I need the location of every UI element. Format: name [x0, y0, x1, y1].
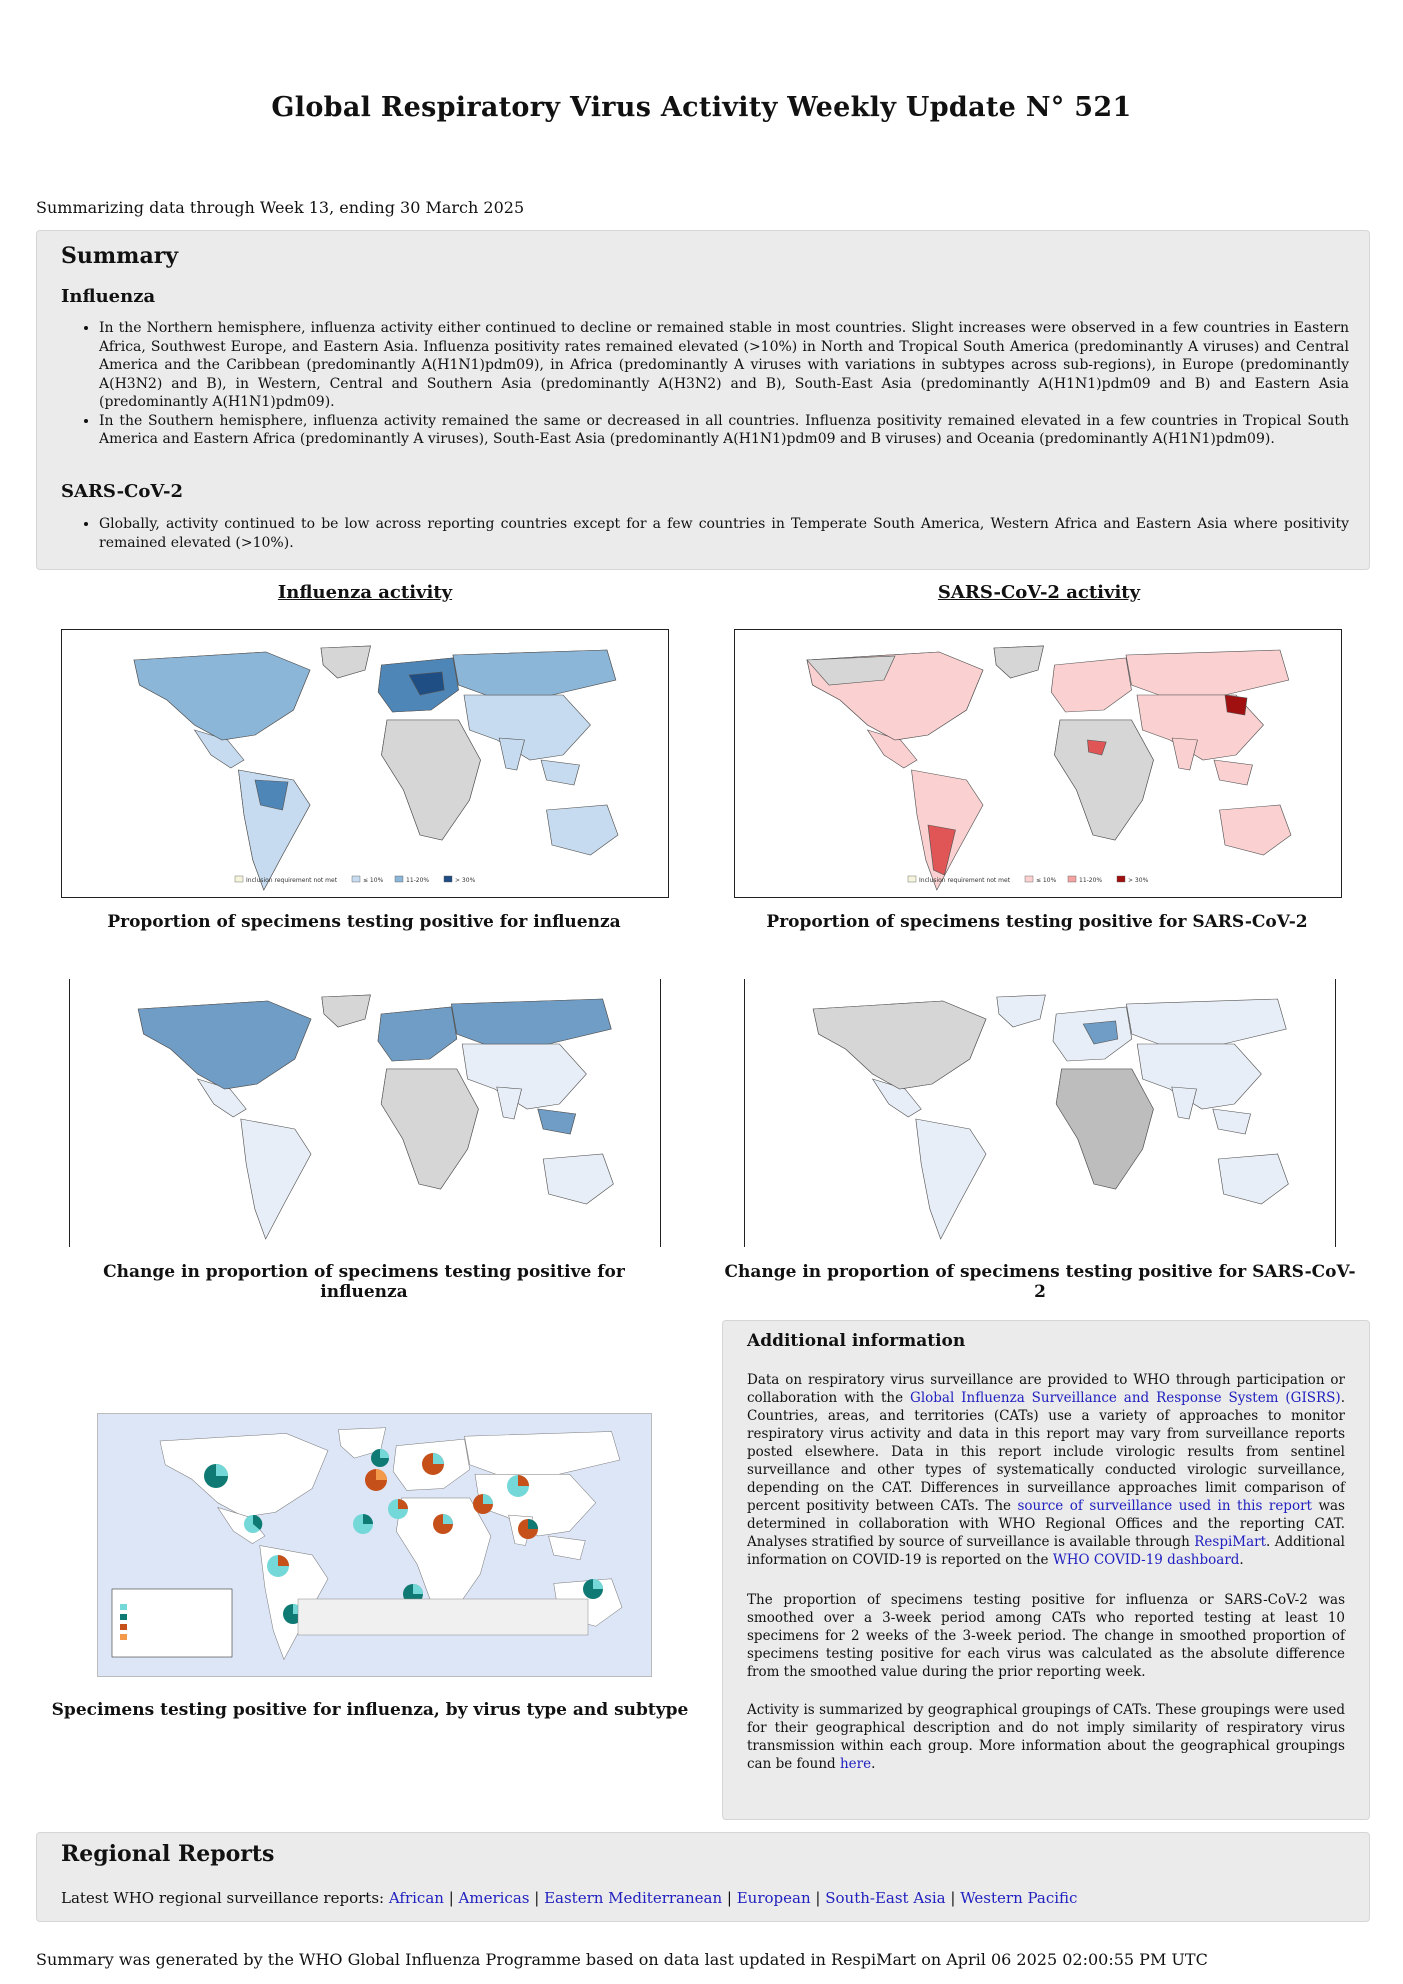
svg-text:11-20%: 11-20%: [406, 877, 430, 884]
subtype-table: [298, 1599, 588, 1635]
sars-change-caption: Change in proportion of specimens testing positive for SARS-CoV-2: [724, 1262, 1356, 1302]
regional-reports-heading: Regional Reports: [61, 1841, 275, 1867]
text: . Countries, areas, and territories (CATs) use a variety of approaches to monitor respiratory virus activity and data in this report may vary from surveillance reports posted elsewhere. Data in this report include virologic results from sentinel surveillance and other types of systematically conducted virologic surveillance, depending on the CAT. Differences in surveillance approaches limit comparison of percent positivity between CATs. The: [747, 1390, 1345, 1514]
regional-reports-box: [36, 1832, 1370, 1922]
additional-paragraph-1: [747, 1371, 1345, 1569]
sars-bullet: • Globally, activity continued to be low across reporting countries except for a few countries in Temperate South America, Western Africa and Eastern Asia where positivity remained elevated (>10%).: [99, 515, 1349, 552]
summary-box: [36, 230, 1370, 570]
additional-information-box: [722, 1320, 1370, 1820]
separator: |: [443, 1889, 459, 1907]
sars-heading: SARS-CoV-2: [61, 481, 184, 502]
african-link[interactable]: African: [388, 1889, 444, 1907]
separator: |: [945, 1889, 961, 1907]
influenza-subtype-map-svg: [98, 1414, 651, 1676]
influenza-heading: Influenza: [61, 286, 156, 307]
regional-reports-links: [61, 1889, 1077, 1907]
sars-proportion-caption: Proportion of specimens testing positive for SARS-CoV-2: [766, 912, 1308, 932]
influenza-proportion-map-svg: [62, 630, 668, 897]
svg-text:≤ 10%: ≤ 10%: [1036, 877, 1057, 884]
groupings-link[interactable]: here: [839, 1756, 872, 1772]
influenza-activity-heading: Influenza activity: [277, 582, 453, 603]
text: Data on respiratory virus surveillance are provided to WHO through participation or collaboration with the: [747, 1372, 1345, 1406]
european-link[interactable]: European: [736, 1889, 811, 1907]
subtype-legend: [112, 1589, 232, 1657]
influenza-change-map: [69, 979, 661, 1247]
separator: |: [810, 1889, 826, 1907]
document-title: Global Respiratory Virus Activity Weekly Update N° 521: [271, 92, 1132, 123]
influenza-bullet: • In the Southern hemisphere, influenza activity remained the same or decreased in all countries. Influenza positivity remained elevated in a few countries in Tropical South America and Eastern Africa (predominantly A viruses), South-East Asia (predominantly A(H1N1)pdm09 and B viruses) and Oceania (predominantly A(H1N1)pdm09).: [99, 412, 1349, 449]
surveillance-source-link[interactable]: source of surveillance used in this report: [1017, 1498, 1312, 1514]
influenza-bullet: • In the Northern hemisphere, influenza activity either continued to decline or remained stable in most countries. Slight increases were observed in a few countries in Eastern Africa, Southwest Europe, and Eastern Asia. Influenza positivity rates remained elevated (>10%) in North and Tropical South America (predominantly A viruses) and Central America and the Caribbean (predominantly A(H1N1)pdm09), in Africa (predominantly A viruses with variations in subtypes across sub-regions), in Europe (predominantly A(H3N2) and B), in Western, Central and Southern Asia (predominantly A(H3N2) and B), South-East Asia (predominantly A(H1N1)pdm09 and B) and Eastern Asia (predominantly A(H1N1)pdm09).: [99, 319, 1349, 412]
text: . Additional information on COVID-19 is reported on the: [747, 1534, 1345, 1568]
separator: |: [722, 1889, 737, 1907]
svg-text:≤ 10%: ≤ 10%: [363, 877, 384, 884]
influenza-subtype-map: [97, 1413, 652, 1677]
svg-text:> 30%: > 30%: [455, 877, 476, 884]
influenza-change-caption: Change in proportion of specimens testing positive for influenza: [103, 1262, 625, 1302]
influenza-proportion-caption: Proportion of specimens testing positive for influenza: [107, 912, 621, 932]
influenza-subtype-caption: Specimens testing positive for influenza, by virus type and subtype: [51, 1700, 689, 1720]
text: .: [1239, 1552, 1244, 1568]
sars-bullets: [79, 515, 1349, 552]
footer-note: Summary was generated by the WHO Global Influenza Programme based on data last updated in RespiMart on April 06 2025 02:00:55 PM UTC: [36, 1950, 1208, 1969]
svg-text:Inclusion requirement not met: Inclusion requirement not met: [919, 877, 1011, 884]
sars-change-map-svg: [745, 979, 1335, 1247]
gisrs-link[interactable]: Global Influenza Surveillance and Response System (GISRS): [910, 1390, 1341, 1406]
sars-activity-heading: SARS-CoV-2 activity: [937, 582, 1141, 603]
additional-paragraph-2: The proportion of specimens testing positive for influenza or SARS-CoV-2 was smoothed over a 3-week period among CATs who reported testing at least 10 specimens for 2 weeks of the 3-week period. The change in smoothed proportion of specimens testing positive for each virus was calculated as the absolute difference from the smoothed value during the prior reporting week.: [747, 1592, 1345, 1680]
regional-lead: Latest WHO regional surveillance reports:: [61, 1889, 389, 1907]
western-pacific-link[interactable]: Western Pacific: [960, 1889, 1078, 1907]
sars-proportion-map: [734, 629, 1342, 898]
influenza-bullets: [79, 319, 1349, 449]
additional-paragraph-3: [747, 1701, 1345, 1773]
svg-text:> 30%: > 30%: [1128, 877, 1149, 884]
summary-heading: Summary: [61, 243, 179, 269]
separator: |: [529, 1889, 545, 1907]
text: Activity is summarized by geographical groupings of CATs. These groupings were used for their geographical description and do not imply similarity of respiratory virus transmission within each group. More information about the geographical groupings can be found: [747, 1702, 1345, 1772]
svg-text:11-20%: 11-20%: [1079, 877, 1103, 884]
text: .: [871, 1756, 876, 1772]
sars-proportion-map-svg: [735, 630, 1341, 897]
covid-dashboard-link[interactable]: WHO COVID-19 dashboard: [1052, 1552, 1240, 1568]
eastern-mediterranean-link[interactable]: Eastern Mediterranean: [544, 1889, 723, 1907]
americas-link[interactable]: Americas: [458, 1889, 530, 1907]
influenza-proportion-map: [61, 629, 669, 898]
influenza-change-map-svg: [70, 979, 660, 1247]
text: was determined in collaboration with WHO Regional Offices and the reporting CAT. Analyses stratified by source of surveillance is available through: [747, 1498, 1345, 1550]
reporting-period: Summarizing data through Week 13, ending 30 March 2025: [36, 198, 525, 217]
additional-information-heading: Additional information: [747, 1331, 966, 1351]
respimart-link[interactable]: RespiMart: [1194, 1534, 1267, 1550]
south-east-asia-link[interactable]: South-East Asia: [825, 1889, 946, 1907]
sars-change-map: [744, 979, 1336, 1247]
svg-text:Inclusion requirement not met: Inclusion requirement not met: [246, 877, 338, 884]
